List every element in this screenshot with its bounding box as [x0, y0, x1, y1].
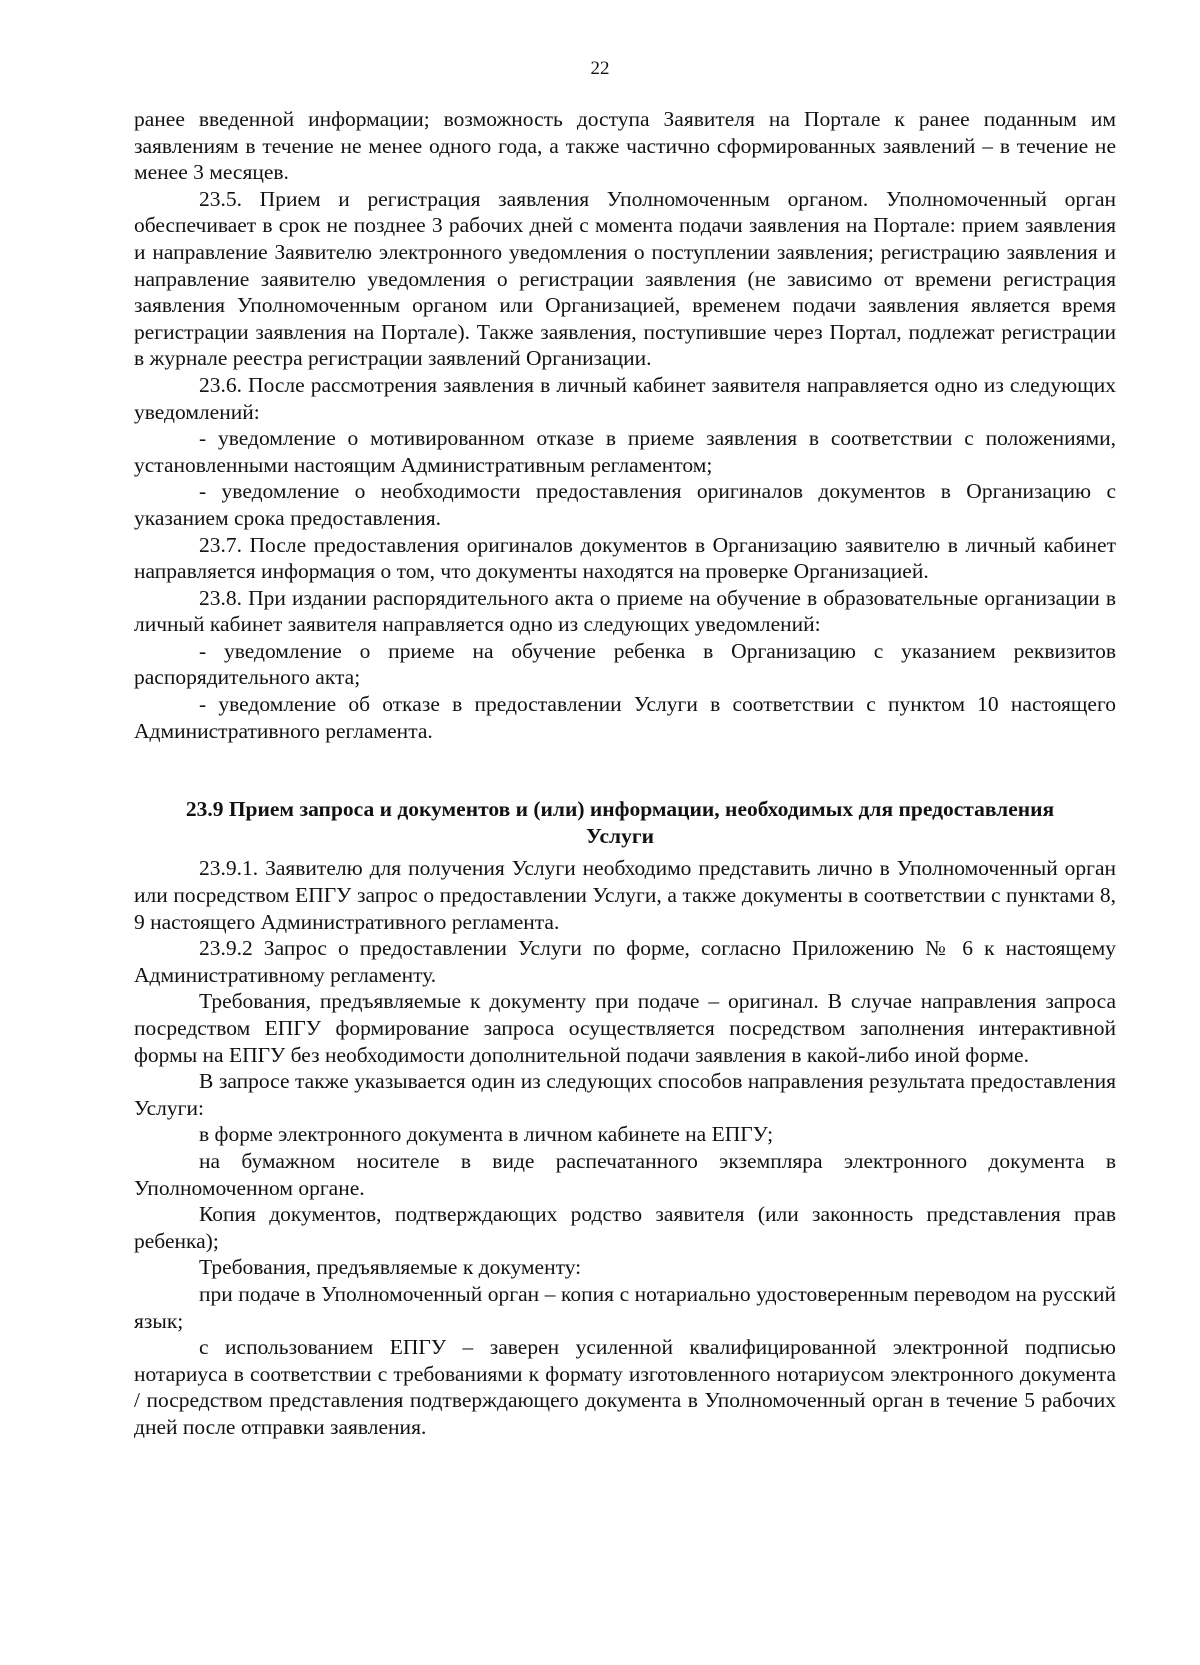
- paragraph: 23.5. Прием и регистрация заявления Уполномоченным органом. Уполномоченный орган обеспечивает в срок не позднее 3 рабочих дней с момента подачи заявления на Портале: прием заявления и направление Заявителю электронного уведомления о поступлении заявления; регистрацию заявления и направление заявителю уведомления о регистрации заявления (не зависимо от времени регистрация заявления Уполномоченным органом или Организацией, временем подачи заявления является время регистрации заявления на Портале). Также заявления, поступившие через Портал, подлежат регистрации в журнале реестра регистрации заявлений Организации.: [134, 186, 1116, 371]
- paragraph: 23.7. После предоставления оригиналов документов в Организацию заявителю в личный кабинет направляется информация о том, что документы находятся на проверке Организацией.: [134, 532, 1116, 584]
- paragraphs-after-heading: [134, 855, 1116, 1440]
- paragraph: 23.9.1. Заявителю для получения Услуги необходимо представить лично в Уполномоченный орган или посредством ЕПГУ запрос о предоставлении Услуги, а также документы в соответствии с пунктами 8, 9 настоящего Административного регламента.: [134, 856, 1116, 934]
- paragraph: - уведомление о приеме на обучение ребенка в Организацию с указанием реквизитов распорядительного акта;: [134, 638, 1116, 690]
- paragraph: ранее введенной информации; возможность доступа Заявителя на Портале к ранее поданным им заявлениям в течение не менее одного года, а также частично сформированных заявлений – в течение не менее 3 месяцев.: [134, 107, 1116, 185]
- paragraph: 23.8. При издании распорядительного акта о приеме на обучение в образовательные организации в личный кабинет заявителя направляется одно из следующих уведомлений:: [134, 585, 1116, 637]
- section-heading: 23.9 Прием запроса и документов и (или) информации, необходимых для предоставления Услуги: [185, 797, 1055, 848]
- paragraph: 23.9.2 Запрос о предоставлении Услуги по форме, согласно Приложению № 6 к настоящему Административному регламенту.: [134, 936, 1116, 987]
- paragraph: Требования, предъявляемые к документу при подаче – оригинал. В случае направления запроса посредством ЕПГУ формирование запроса осуществляется посредством заполнения интерактивной формы на ЕПГУ без необходимости дополнительной подачи заявления в какой-либо иной форме.: [134, 989, 1116, 1067]
- paragraphs-before-heading: [134, 106, 1116, 744]
- paragraph: - уведомление о мотивированном отказе в приеме заявления в соответствии с положениями, установленными настоящим Административным регламентом;: [134, 426, 1116, 477]
- paragraph: В запросе также указывается один из следующих способов направления результата предоставления Услуги:: [134, 1069, 1116, 1120]
- paragraph: в форме электронного документа в личном кабинете на ЕПГУ;: [199, 1122, 774, 1147]
- paragraph: Требования, предъявляемые к документу:: [199, 1255, 582, 1280]
- paragraph: - уведомление об отказе в предоставлении Услуги в соответствии с пунктом 10 настоящего Административного регламента.: [134, 692, 1116, 743]
- paragraph: на бумажном носителе в виде распечатанного экземпляра электронного документа в Уполномоченном органе.: [134, 1148, 1116, 1200]
- document-body: [134, 106, 1116, 1441]
- paragraph: - уведомление о необходимости предоставления оригиналов документов в Организацию с указанием срока предоставления.: [134, 479, 1116, 530]
- paragraph: Копия документов, подтверждающих родство заявителя (или законность представления прав ребенка);: [134, 1202, 1116, 1253]
- paragraph: с использованием ЕПГУ – заверен усиленной квалифицированной электронной подписью нотариуса в соответствии с требованиями к формату изготовленного нотариусом электронного документа / посредством представления подтверждающего документа в Уполномоченный орган в течение 5 рабочих дней после отправки заявления.: [134, 1335, 1116, 1439]
- page-number: 22: [590, 58, 610, 79]
- paragraph: при подаче в Уполномоченный орган – копия с нотариально удостоверенным переводом на русский язык;: [134, 1281, 1116, 1333]
- paragraph: 23.6. После рассмотрения заявления в личный кабинет заявителя направляется одно из следующих уведомлений:: [134, 372, 1116, 424]
